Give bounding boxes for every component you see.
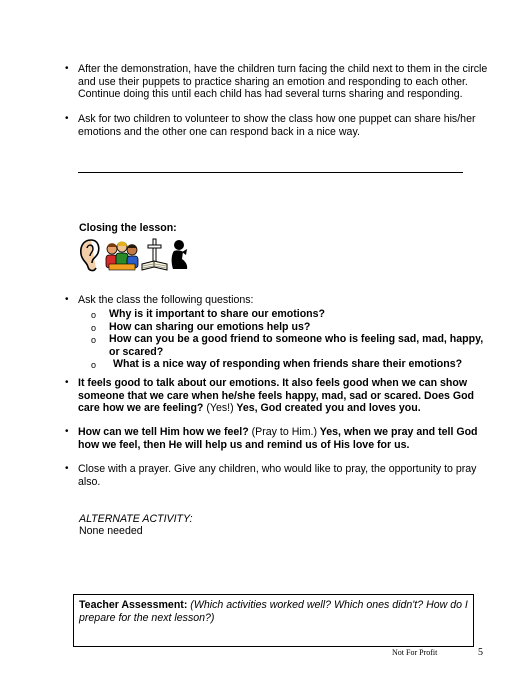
assessment-question: (Which activities worked well? Which ones didn't? How do I prepare for the next lesson?) (79, 599, 468, 624)
answer-text: (Pray to Him.) (251, 426, 317, 438)
bullet-demonstration (65, 63, 490, 101)
bullet-statement-prayer (65, 426, 490, 451)
question-item (91, 308, 491, 321)
question-text: How can you be a good friend to someone who is feeling sad, mad, happy, or scared? (109, 333, 484, 358)
ear-icon (81, 240, 99, 271)
question-text: How can sharing our emotions help us? (109, 320, 311, 333)
bullet-text: After the demonstration, have the children turn facing the child next to them in the circle and use their puppets to practice sharing an emotion and responding to each other. Continue doing this until each child has had several turns sharing and responding. (78, 63, 488, 101)
children-icon (106, 242, 138, 271)
answer-text: (Yes!) (206, 402, 234, 415)
bullet-close-prayer (65, 463, 490, 488)
bullet-dot: • (65, 426, 69, 437)
bullet-dot: • (65, 113, 69, 124)
question-item (91, 321, 491, 334)
circle-marker: o (91, 310, 97, 320)
question-item (91, 333, 491, 358)
bullet-volunteer (65, 113, 490, 138)
page-number: 5 (478, 647, 483, 658)
bold-text: Yes, when we pray and tell God how we feel, then He will help us and remind us of His love for us. (78, 426, 478, 451)
bullet-dot: • (65, 463, 69, 474)
assessment-label: Teacher Assessment: (79, 599, 188, 611)
question-list (91, 308, 491, 371)
bible-cross-icon (142, 239, 167, 270)
question-text: What is a nice way of responding when friends share their emotions? (113, 358, 463, 371)
horizontal-rule (78, 172, 463, 173)
bold-text: Yes, God created you and loves you. (233, 402, 421, 415)
closing-heading: Closing the lesson: (79, 222, 177, 234)
footer-note: Not For Profit (392, 648, 438, 657)
circle-marker: o (91, 322, 97, 333)
teacher-assessment-box (73, 594, 474, 647)
bullet-questions-intro (65, 294, 490, 307)
closing-icons (79, 237, 191, 273)
bullet-text: Ask for two children to volunteer to show the class how one puppet can share his/her emotions and the other one can respond back in a nice way. (78, 113, 476, 138)
bullet-text (78, 426, 490, 451)
bullet-text: Ask the class the following questions: (78, 294, 254, 306)
bullet-dot: • (65, 63, 69, 74)
circle-marker: o (91, 360, 97, 371)
bullet-text: Close with a prayer. Give any children, who would like to pray, the opportunity to pray also. (78, 463, 477, 488)
bullet-statement-feelings (65, 377, 490, 415)
alternate-activity-body: None needed (79, 525, 143, 537)
bullet-dot: • (65, 294, 69, 305)
alternate-activity-title: ALTERNATE ACTIVITY: (79, 513, 193, 525)
bold-text: It feels good to talk about our emotions. It also feels good when we can show someone that we care when he/she feels happy, mad, sad or scared. Does God care how we are feeling? (78, 377, 475, 415)
praying-child-icon (172, 240, 188, 269)
question-text: Why is it important to share our emotions? (109, 308, 326, 320)
circle-marker: o (91, 335, 97, 346)
bold-text: How can we tell Him how we feel? (78, 426, 252, 438)
bullet-dot: • (65, 377, 69, 388)
question-item (91, 358, 491, 371)
bullet-text (78, 377, 490, 415)
